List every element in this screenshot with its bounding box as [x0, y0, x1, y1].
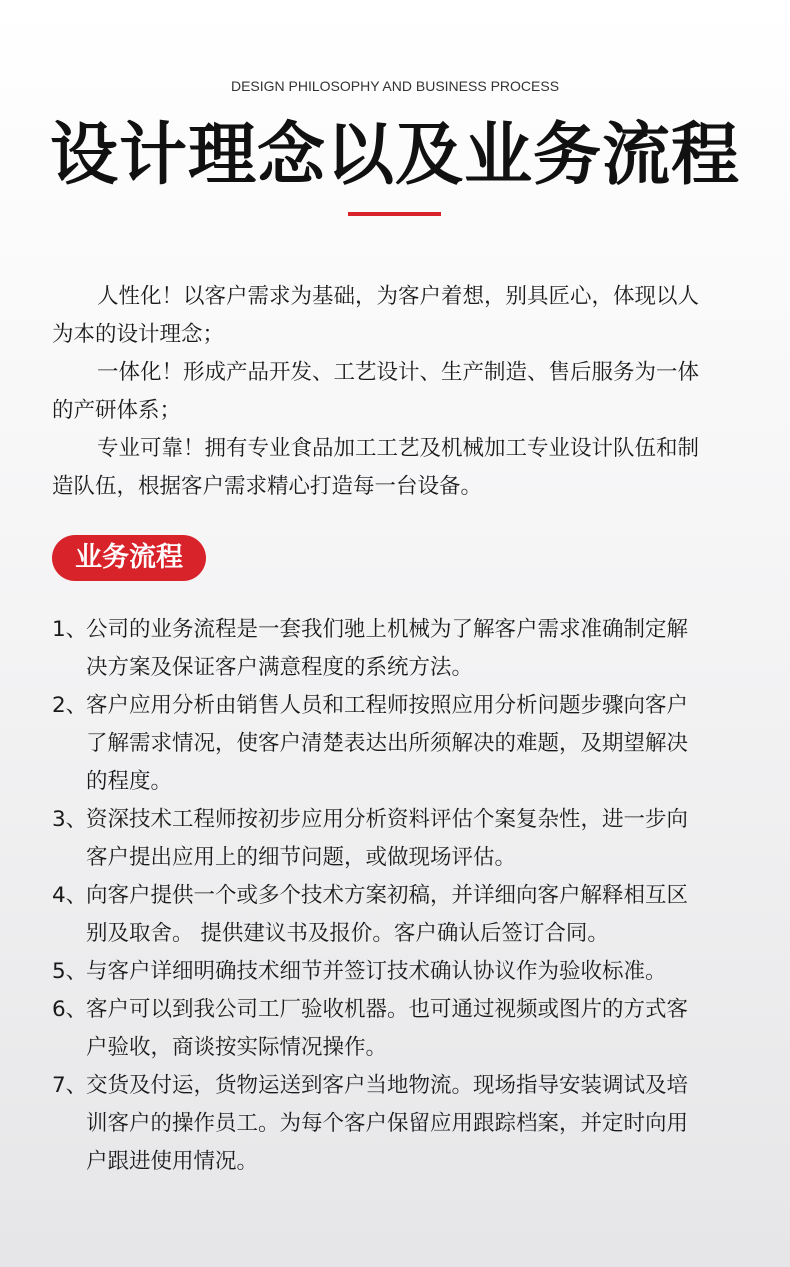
step-number: 5、: [52, 959, 88, 984]
intro-line: 人性化！以客户需求为基础，为客户着想，别具匠心，体现以人: [97, 284, 700, 309]
step-line: 客户提出应用上的细节问题，或做现场评估。: [86, 845, 517, 870]
step-line: 了解需求情况，使客户清楚表达出所须解决的难题，及期望解决: [86, 731, 689, 756]
step-item: [52, 611, 772, 687]
step-item: [52, 991, 772, 1067]
step-line: 向客户提供一个或多个技术方案初稿，并详细向客户解释相互区: [86, 883, 689, 908]
step-item: [52, 877, 772, 953]
step-line: 户跟进使用情况。: [86, 1149, 259, 1174]
step-line: 别及取舍。 提供建议书及报价。客户确认后签订合同。: [86, 921, 609, 946]
intro-paragraph: [52, 430, 752, 506]
step-line: 训客户的操作员工。为每个客户保留应用跟踪档案，并定时向用: [86, 1111, 689, 1136]
step-item: [52, 953, 772, 991]
step-line: 交货及付运，货物运送到客户当地物流。现场指导安装调试及培: [86, 1073, 689, 1098]
step-number: 2、: [52, 693, 88, 718]
page-title: 设计理念以及业务流程: [49, 116, 740, 195]
title-underline: [348, 212, 441, 216]
intro-text: [52, 278, 752, 506]
intro-line: 造队伍，根据客户需求精心打造每一台设备。: [52, 474, 483, 499]
step-line: 与客户详细明确技术细节并签订技术确认协议作为验收标准。: [86, 959, 667, 984]
step-number: 6、: [52, 997, 88, 1022]
step-line: 决方案及保证客户满意程度的系统方法。: [86, 655, 474, 680]
step-number: 4、: [52, 883, 88, 908]
step-number: 1、: [52, 617, 88, 642]
step-item: [52, 801, 772, 877]
intro-line: 为本的设计理念；: [52, 322, 225, 347]
intro-line: 一体化！形成产品开发、工艺设计、生产制造、售后服务为一体: [97, 360, 700, 385]
step-line: 客户可以到我公司工厂验收机器。也可通过视频或图片的方式客: [86, 997, 689, 1022]
intro-line: 的产研体系；: [52, 398, 182, 423]
process-steps: [52, 611, 772, 1181]
step-line: 的程度。: [86, 769, 173, 794]
step-line: 户验收，商谈按实际情况操作。: [86, 1035, 388, 1060]
step-line: 客户应用分析由销售人员和工程师按照应用分析问题步骤向客户: [86, 693, 689, 718]
step-number: 3、: [52, 807, 88, 832]
section-badge: 业务流程: [52, 535, 206, 581]
step-line: 公司的业务流程是一套我们驰上机械为了解客户需求准确制定解: [86, 617, 689, 642]
page-subtitle: DESIGN PHILOSOPHY AND BUSINESS PROCESS: [230, 78, 560, 94]
step-item: [52, 687, 772, 801]
step-number: 7、: [52, 1073, 88, 1098]
step-item: [52, 1067, 772, 1181]
intro-line: 专业可靠！拥有专业食品加工工艺及机械加工专业设计队伍和制: [97, 436, 700, 461]
step-line: 资深技术工程师按初步应用分析资料评估个案复杂性，进一步向: [86, 807, 689, 832]
intro-paragraph: [52, 354, 752, 430]
intro-paragraph: [52, 278, 752, 354]
